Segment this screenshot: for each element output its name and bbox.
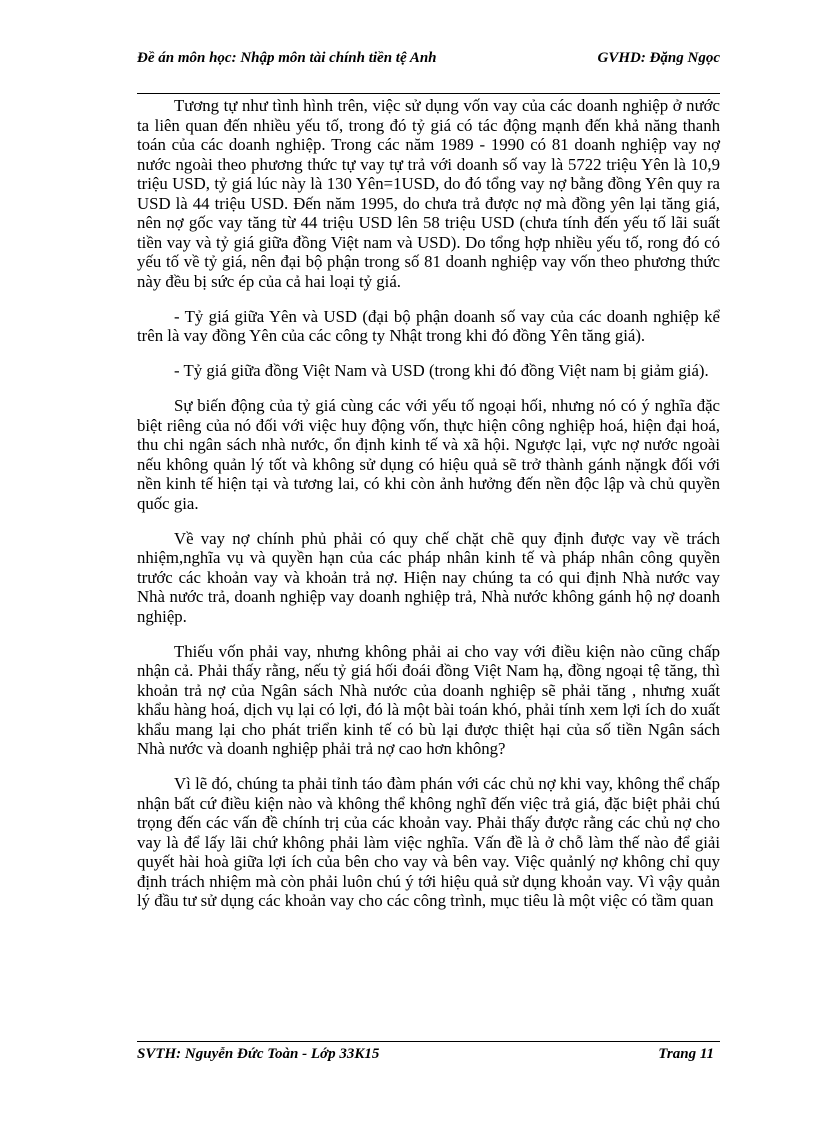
header-instructor: GVHD: Đặng Ngọc — [597, 50, 720, 66]
page-footer — [137, 1045, 720, 1065]
header-divider — [137, 93, 720, 94]
header-course-title: Đề án môn học: Nhập môn tài chính tiền tệ Anh — [137, 50, 437, 66]
paragraph-3: - Tỷ giá giữa đồng Việt Nam và USD (trong khi đó đồng Việt nam bị giảm giá). — [174, 361, 709, 380]
paragraph-6: Thiếu vốn phải vay, nhưng không phải ai cho vay với điều kiện nào cũng chấp nhận cả. Phải thấy rằng, nếu tỷ giá hối đoái đồng Việt Nam hạ, đồng ngoại tệ tăng, thì khoản trả nợ của Ngân sách Nhà nước của doanh nghiệp sẽ phải tăng , nhưng xuất khẩu hàng hoá, dịch vụ lại có lợi, đó là một bài toán khó, phải tính xem lợi ích do xuất khẩu mang lại cho phát triển kinh tế có bù lại được thiệt hại của số tiền Ngân sách Nhà nước và doanh nghiệp phải trả nợ cao hơn không? — [137, 641, 720, 758]
paragraph-4: Sự biến động của tỷ giá cùng các với yếu tố ngoại hối, nhưng nó có ý nghĩa đặc biệt riêng của nó đối với việc huy động vốn, thực hiện công nghiệp hoá, hiện đại hoá, thu chi ngân sách nhà nước, ổn định kinh tế và xã hội. Ngược lại, vực nợ nước ngoài nếu không quản lý tốt và không sử dụng có hiệu quả sẽ trở thành gánh nặngk đối với nền kinh tế hiện tại và tương lai, có khi còn ảnh hưởng đến nền độc lập và chủ quyền quốc gia. — [137, 396, 720, 513]
paragraph-1: Tương tự như tình hình trên, việc sử dụng vốn vay của các doanh nghiệp ở nước ta liên quan đến nhiều yếu tố, trong đó tỷ giá có tác động mạnh đến khả năng thanh toán của các doanh nghiệp. Trong các năm 1989 - 1990 có 81 doanh nghiệp vay nợ nước ngoài theo phương thức tự vay tự trả với doanh số vay là 5722 triệu Yên là 10,9 triệu USD, tỷ giá lúc này là 130 Yên=1USD, do đó tổng vay nợ bằng đồng Yên quy ra USD là 44 triệu USD. Đến năm 1995, do chưa trả được nợ mà đồng yên lại tăng giá, nên nợ gốc vay tăng từ 44 triệu USD lên 58 triệu USD (chưa tính đến yếu tố lãi suất tiền vay và tỷ giá giữa đồng Việt nam và USD). Do tổng hợp nhiều yếu tố, rong đó có yếu tố về tỷ giá, nên đại bộ phận trong số 81 doanh nghiệp vay vốn theo phương thức này đều bị sức ép của cả hai loại tỷ giá. — [137, 96, 720, 291]
footer-student: SVTH: Nguyễn Đức Toàn - Lớp 33K15 — [137, 1046, 380, 1062]
paragraph-5: Về vay nợ chính phủ phải có quy chế chặt chẽ quy định được vay về trách nhiệm,nghĩa vụ và quyền hạn của các pháp nhân kinh tế và pháp nhân công quyền trước các khoản vay và khoản trả nợ. Hiện nay chúng ta có qui định Nhà nước vay Nhà nước trả, doanh nghiệp vay doanh nghiệp trả, Nhà nước không gánh hộ nợ doanh nghiệp. — [137, 528, 720, 626]
footer-divider — [137, 1041, 720, 1042]
paragraph-7: Vì lẽ đó, chúng ta phải tỉnh táo đàm phán với các chủ nợ khi vay, không thể chấp nhận bất cứ điều kiện nào và không thể không nghĩ đến việc trả giá, đặc biệt phải chú trọng đến các vấn đề chính trị của các khoản vay. Phải thấy được rằng các chủ nợ cho vay là để lấy lãi chứ không phải làm việc nghĩa. Vấn đề là ở chỗ làm thế nào để giải quyết hài hoà giữa lợi ích của bên cho vay và bên vay. Việc quảnlý nợ không chỉ quy định trách nhiệm mà còn phải luôn chú ý tới hiệu quả sử dụng khoản vay. Vì vậy quản lý đầu tư sử dụng các khoản vay cho các công trình, mục tiêu là một việc có tầm quan — [137, 774, 720, 910]
page-number: Trang 11 — [658, 1046, 714, 1062]
paragraph-2: - Tỷ giá giữa Yên và USD (đại bộ phận doanh số vay của các doanh nghiệp kể trên là vay đồng Yên của các công ty Nhật trong khi đó đồng Yên tăng giá). — [137, 306, 720, 345]
page-header — [137, 49, 720, 93]
body-text — [137, 96, 720, 926]
